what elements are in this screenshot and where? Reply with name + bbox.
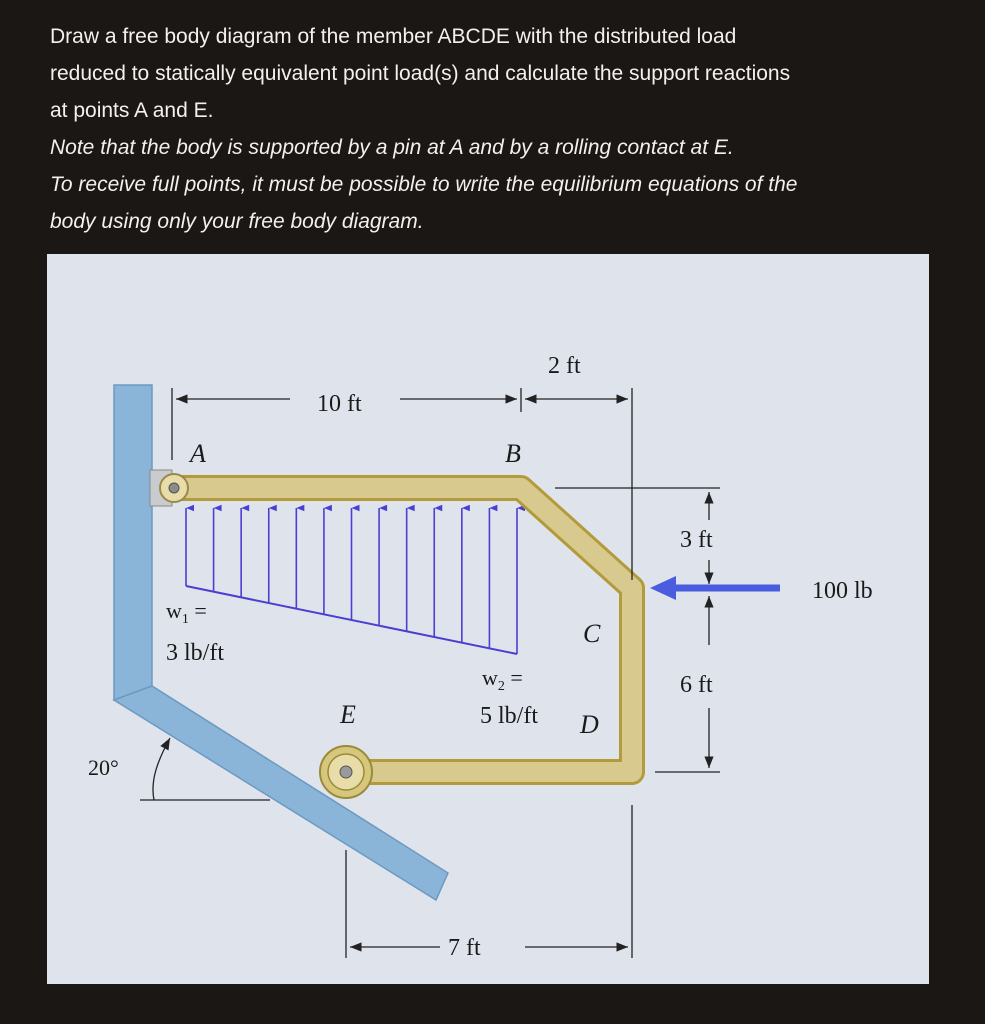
w1-label xyxy=(166,598,207,627)
problem-line-1: Draw a free body diagram of the member ABCDE with the distributed load xyxy=(50,25,737,48)
angle-20deg-label: 20° xyxy=(88,755,119,780)
w1-value: 3 lb/ft xyxy=(166,640,224,666)
dim-6ft-label: 6 ft xyxy=(680,672,713,698)
force-100lb-label: 100 lb xyxy=(812,578,873,604)
load-arrows xyxy=(186,508,517,654)
point-E-label: E xyxy=(340,700,356,729)
distributed-load xyxy=(186,508,517,654)
w1-subscript: 1 xyxy=(181,612,189,627)
problem-line-3: at points A and E. xyxy=(50,99,214,122)
dim-10ft-label: 10 ft xyxy=(317,391,362,417)
w2-value: 5 lb/ft xyxy=(480,703,538,729)
roller-support-E xyxy=(320,746,372,798)
point-D-label: D xyxy=(580,710,599,739)
dim-7ft-label: 7 ft xyxy=(448,935,481,961)
dim-2ft-label: 2 ft xyxy=(548,353,581,379)
w1-equals: = xyxy=(188,598,207,623)
problem-line-2: reduced to statically equivalent point load(s) and calculate the support reactions xyxy=(50,62,791,85)
w1-name: w xyxy=(166,598,182,623)
w2-subscript: 2 xyxy=(497,679,505,694)
point-B-label: B xyxy=(505,439,521,468)
problem-note-line: Note that the body is supported by a pin at A and by a rolling contact at E. xyxy=(50,136,734,159)
problem-instruction-line-1: To receive full points, it must be possible to write the equilibrium equations of the xyxy=(50,173,798,196)
force-100lb-arrow xyxy=(650,576,780,600)
w2-name: w xyxy=(482,665,498,690)
w2-equals: = xyxy=(504,665,523,690)
w2-label xyxy=(482,665,523,694)
dim-3ft-label: 3 ft xyxy=(680,527,713,553)
point-A-label: A xyxy=(190,439,206,468)
point-C-label: C xyxy=(583,619,601,648)
pin-support-A xyxy=(160,474,188,502)
support-wall xyxy=(114,385,448,900)
problem-instruction-line-2: body using only your free body diagram. xyxy=(50,210,424,233)
